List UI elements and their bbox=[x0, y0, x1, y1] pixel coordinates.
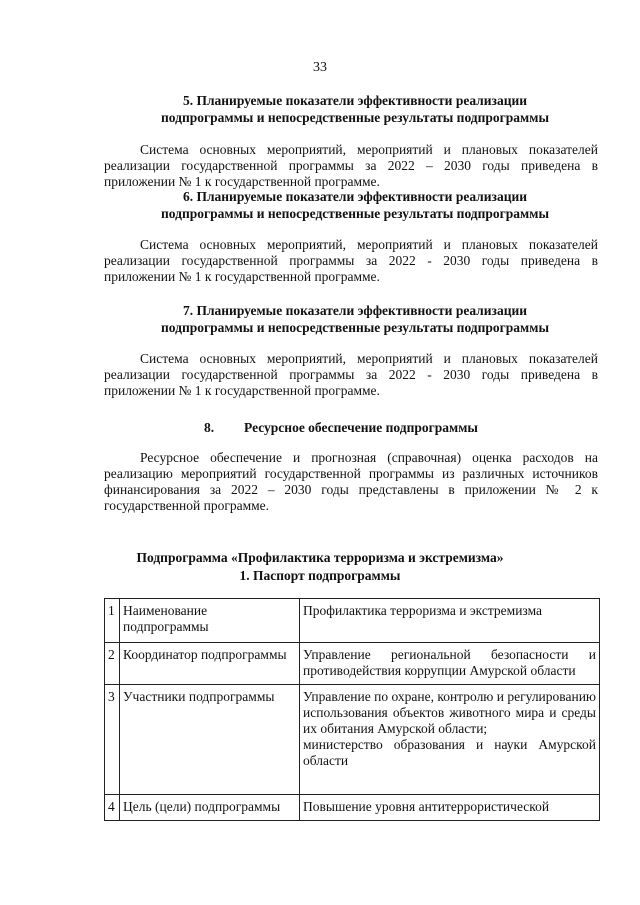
section-8-text: Ресурсное обеспечение и прогнозная (справочная) оценка расходов на реализацию мероприятий государственной программы из различных источников финансирования за 2022 – 2030 годы представлены в приложении № 2 к государственной программе. bbox=[104, 450, 598, 513]
section-5-heading-line1: 5. Планируемые показатели эффективности реализации bbox=[182, 93, 528, 108]
row-value: Повышение уровня антитеррористической bbox=[300, 795, 600, 821]
section-6-heading bbox=[110, 188, 600, 222]
section-7-heading bbox=[110, 302, 600, 336]
section-6-heading-line2: подпрограммы и непосредственные результаты подпрограммы bbox=[161, 206, 549, 221]
section-5-heading-line2: подпрограммы и непосредственные результаты подпрограммы bbox=[161, 110, 549, 125]
row-number: 3 bbox=[105, 685, 120, 795]
table-row bbox=[105, 643, 600, 685]
section-6-text: Система основных мероприятий, мероприятий и плановых показателей реализации государственной программы за 2022 - 2030 годы приведена в приложении № 1 к государственной программе. bbox=[104, 237, 598, 284]
table-row bbox=[105, 599, 600, 643]
page-number: 33 bbox=[313, 60, 327, 75]
section-7-heading-line2: подпрограммы и непосредственные результаты подпрограммы bbox=[161, 320, 549, 335]
subprogram-title: Подпрограмма «Профилактика терроризма и экстремизма» bbox=[136, 550, 504, 565]
passport-title: 1. Паспорт подпрограммы bbox=[239, 568, 401, 583]
passport-table bbox=[104, 598, 600, 821]
section-6-heading-line1: 6. Планируемые показатели эффективности реализации bbox=[182, 189, 528, 204]
row-value bbox=[300, 685, 600, 795]
table-row bbox=[105, 685, 600, 795]
row-value-part2: министерство образования и науки Амурской области bbox=[303, 737, 596, 768]
section-7-text: Система основных мероприятий, мероприятий и плановых показателей реализации государственной программы за 2022 - 2030 годы приведена в приложении № 1 к государственной программе. bbox=[104, 351, 598, 398]
row-number: 2 bbox=[105, 643, 120, 685]
row-value: Управление региональной безопасности и противодействия коррупции Амурской области bbox=[300, 643, 600, 685]
section-5-heading bbox=[110, 92, 600, 126]
subprogram-title-block bbox=[0, 549, 640, 585]
row-value: Профилактика терроризма и экстремизма bbox=[300, 599, 600, 643]
table-row bbox=[105, 795, 600, 821]
row-label: Наименование подпрограммы bbox=[120, 599, 300, 643]
row-number: 4 bbox=[105, 795, 120, 821]
row-label: Участники подпрограммы bbox=[120, 685, 300, 795]
section-5-text: Система основных мероприятий, мероприятий и плановых показателей реализации государственной программы за 2022 – 2030 годы приведена в приложении № 1 к государственной программе. bbox=[104, 142, 598, 189]
section-7-heading-line1: 7. Планируемые показатели эффективности реализации bbox=[182, 303, 528, 318]
section-8-number: 8. bbox=[204, 420, 215, 435]
row-number: 1 bbox=[105, 599, 120, 643]
row-label: Координатор подпрограммы bbox=[120, 643, 300, 685]
section-8-title: Ресурсное обеспечение подпрограммы bbox=[244, 420, 478, 435]
row-label: Цель (цели) подпрограммы bbox=[120, 795, 300, 821]
row-value-part1: Управление по охране, контролю и регулированию использования объектов животного мира и среды их обитания Амурской области; bbox=[303, 689, 596, 736]
